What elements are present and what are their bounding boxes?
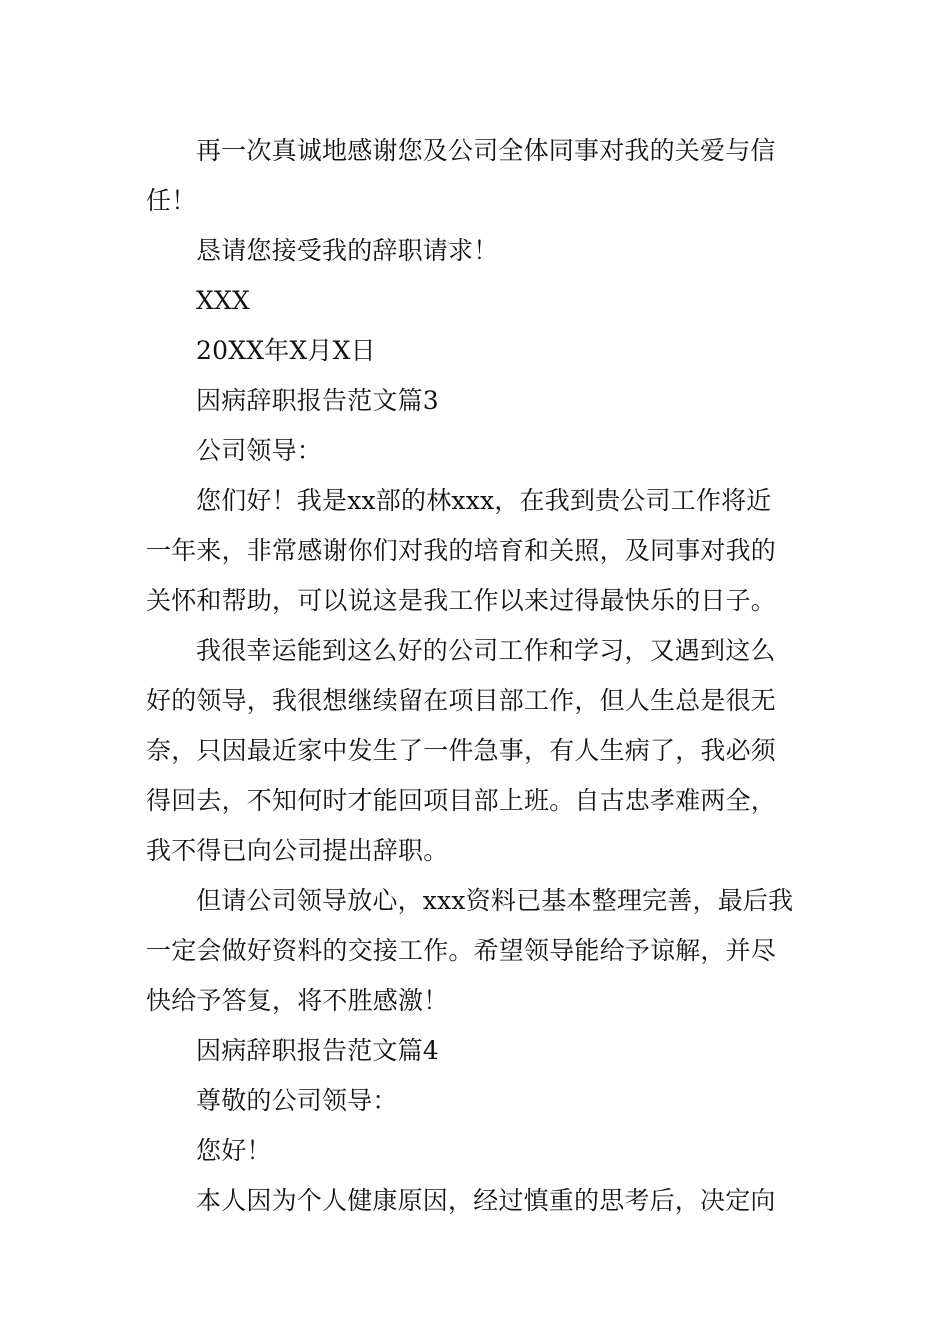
paragraph-line: 任！ bbox=[146, 186, 197, 215]
greeting: 您好！ bbox=[196, 1136, 272, 1165]
paragraph-line: 本人因为个人健康原因，经过慎重的思考后，决定向 bbox=[196, 1186, 776, 1215]
paragraph-line: 恳请您接受我的辞职请求！ bbox=[196, 236, 499, 265]
paragraph-line: 一年来，非常感谢你们对我的培育和关照，及同事对我的 bbox=[146, 536, 777, 565]
paragraph-line: 关怀和帮助，可以说这是我工作以来过得最快乐的日子。 bbox=[146, 586, 777, 615]
paragraph-line: 快给予答复，将不胜感激！ bbox=[146, 986, 449, 1015]
paragraph-line: 您们好！我是xx部的林xxx，在我到贵公司工作将近 bbox=[196, 486, 772, 515]
salutation: 公司领导： bbox=[196, 436, 323, 465]
paragraph-line: 得回去，不知何时才能回项目部上班。自古忠孝难两全， bbox=[146, 786, 777, 815]
paragraph-line: 一定会做好资料的交接工作。希望领导能给予谅解，并尽 bbox=[146, 936, 777, 965]
paragraph-line: 奈，只因最近家中发生了一件急事，有人生病了，我必须 bbox=[146, 736, 777, 765]
signature-name: XXX bbox=[196, 286, 250, 315]
paragraph-line: 我很幸运能到这么好的公司工作和学习，又遇到这么 bbox=[196, 636, 776, 665]
paragraph-line: 我不得已向公司提出辞职。 bbox=[146, 836, 449, 865]
paragraph-line: 但请公司领导放心，xxx资料已基本整理完善，最后我 bbox=[196, 886, 794, 915]
section-heading: 因病辞职报告范文篇4 bbox=[196, 1036, 439, 1065]
signature-date: 20XX年X月X日 bbox=[196, 336, 376, 365]
paragraph-line: 再一次真诚地感谢您及公司全体同事对我的关爱与信 bbox=[196, 136, 776, 165]
section-heading: 因病辞职报告范文篇3 bbox=[196, 386, 439, 415]
paragraph-line: 好的领导，我很想继续留在项目部工作，但人生总是很无 bbox=[146, 686, 777, 715]
salutation: 尊敬的公司领导： bbox=[196, 1086, 398, 1115]
